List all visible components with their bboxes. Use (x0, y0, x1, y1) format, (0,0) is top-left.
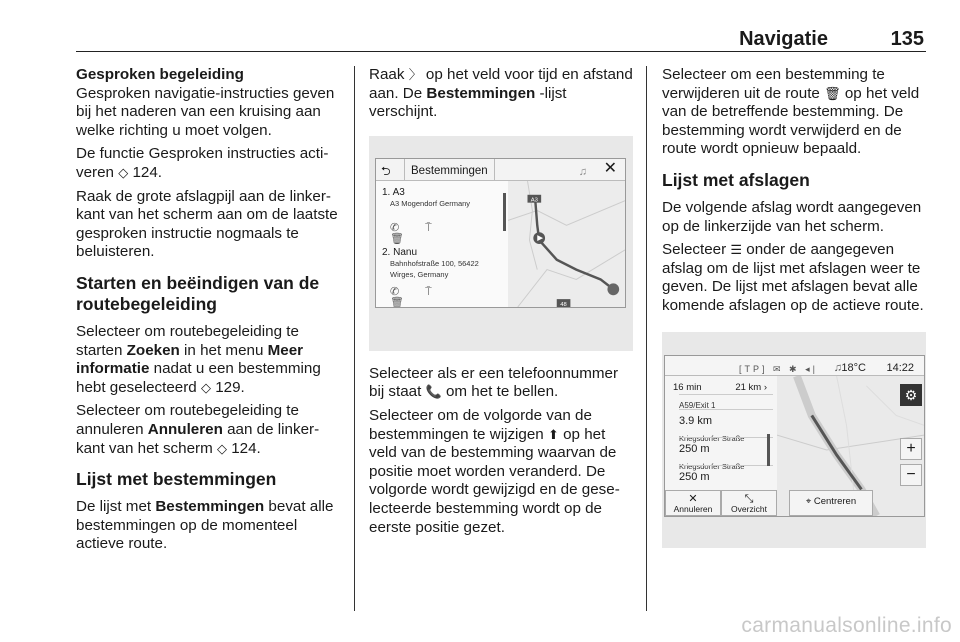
section-heading: Starten en beëindigen van de routebegeleiding (76, 272, 320, 314)
reference-icon: ◇ (216, 440, 227, 456)
scrollbar[interactable] (767, 434, 770, 466)
paragraph: Selecteer als er een telefoonnummer bij staat 📞 om het te bellen. (369, 364, 619, 401)
paragraph: Selecteer om de volgorde van de bestemmingen te wijzigen ⬆ op het veld van de bestemming waarvan de positie moet worden veranderd. De volgorde wordt gewijzigd en de geselecteerde bestemming wordt op de eerste positie gezet. (369, 406, 620, 536)
phone-icon: 📞 (425, 384, 442, 400)
paragraph: De functie Gesproken instructies activeren ◇ 124. (76, 145, 329, 181)
phone-icon[interactable]: ✆ (390, 221, 400, 234)
overview-icon: ⤡ (744, 492, 754, 505)
list-item[interactable]: A59/Exit 1 (679, 394, 773, 416)
list-item[interactable]: 1. A3 A3 Mogendorf Germany (382, 186, 471, 208)
turn-list-screen (664, 355, 925, 517)
clock: 14:22 (886, 361, 914, 374)
paragraph: Selecteer om een bestemming te verwijderen uit de route 🗑 op het veld van de betreffende bestemming. De bestemming wordt verwijderd en de route wordt opnieuw bepaald. (662, 66, 920, 158)
reorder-icon[interactable]: ⍑ (425, 285, 432, 298)
page-header (76, 26, 926, 52)
paragraph: De lijst met Bestemmingen bevat alle bestemmingen op de momenteel actieve route. (76, 498, 334, 553)
column-1 (76, 66, 342, 559)
road-badge: A3 (530, 197, 538, 204)
screen-title: Bestemmingen (404, 159, 495, 181)
music-icon[interactable]: ♫ (833, 361, 842, 374)
paragraph: Raak de grote afslagpijl aan de linkerkant van het scherm aan om de laatste gesproken instructie nogmaals te beluisteren. (76, 187, 338, 261)
section-heading: Lijst met afslagen (662, 169, 810, 190)
column-divider (354, 66, 355, 611)
page-title: Navigatie (739, 28, 828, 50)
road-badge: 48 (560, 301, 567, 307)
turn-list-screenshot (662, 332, 926, 548)
paragraph: Selecteer om routebegeleiding te starten Zoeken in het menu Meer informatie nadat u een bestemming hebt geselecteerd ◇ 129. (76, 322, 321, 396)
close-icon: ✕ (688, 492, 698, 505)
map-graphic (508, 181, 625, 307)
reorder-icon: ⬆ (547, 426, 559, 442)
center-button[interactable]: ⌖ Centreren (789, 490, 873, 516)
phone-icon[interactable]: ✆ (390, 285, 400, 298)
music-icon[interactable]: ♫ (578, 165, 587, 178)
reference-icon: ◇ (200, 379, 211, 395)
page-number: 135 (890, 28, 924, 50)
list-icon: ☰ (730, 242, 743, 258)
paragraph: Raak 〉 op het veld voor tijd en afstand aan. De Bestemmingen -lijst verschijnt. (369, 66, 633, 121)
cancel-button[interactable]: ✕ Annuleren (665, 490, 721, 516)
chevron-right-icon: › (763, 381, 767, 393)
turn-list (665, 376, 777, 492)
trash-icon[interactable]: 🗑 (390, 232, 404, 245)
zoom-in-button[interactable]: + (900, 438, 922, 460)
back-icon[interactable]: ⮌ (381, 163, 391, 178)
watermark: carmanualsonline.info (741, 614, 952, 637)
list-item[interactable]: 2. Nanu Bahnhofstraße 100, 56422 Wirges, Germany (382, 246, 479, 279)
column-2 (369, 66, 633, 542)
status-bar (665, 356, 924, 376)
status-icons: [TP] ✉ ✱ ◂| (739, 363, 818, 374)
column-3 (662, 66, 928, 548)
scrollbar[interactable] (503, 193, 506, 231)
overview-button[interactable]: ⤡ Overzicht (721, 490, 777, 516)
paragraph: Selecteer ☰ onder de aangegeven afslag om de lijst met afslagen weer te geven. De lijst met afslagen bevat alle komende afslagen op de actieve route. (662, 241, 924, 314)
destination-list (376, 181, 500, 308)
zoom-out-button[interactable]: − (900, 464, 922, 486)
reference-icon: ◇ (118, 164, 129, 180)
crosshair-icon: ⌖ (805, 495, 812, 507)
settings-icon[interactable]: ⚙ (900, 384, 922, 406)
paragraph: Selecteer om routebegeleiding te annuleren Annuleren aan de linkerkant van het scherm ◇ 124. (76, 402, 320, 457)
subheading-spoken-guidance: Gesproken begeleiding (76, 66, 244, 83)
destinations-screen (375, 158, 626, 308)
destination-actions (390, 223, 490, 245)
section-heading: Lijst met bestemmingen (76, 469, 277, 490)
close-icon[interactable]: ✕ (603, 159, 617, 177)
paragraph: De volgende afslag wordt aangegeven op de linkerzijde van het scherm. (662, 198, 922, 235)
destination-actions (390, 287, 490, 308)
route-map[interactable] (508, 181, 625, 307)
temperature: 18°C (841, 361, 866, 374)
paragraph: Gesproken navigatie-instructies geven bij het naderen van een kruising aan welke richting u moet volgen. (76, 84, 335, 139)
list-item[interactable]: 250 m Kriegsdorfer Straße (679, 437, 773, 477)
list-item[interactable]: 250 m (679, 465, 773, 487)
destinations-screenshot (369, 136, 633, 351)
time-distance-field[interactable]: 16 min 21 km › (673, 381, 767, 393)
trash-icon: 🗑 (824, 85, 841, 101)
screen-titlebar (376, 159, 625, 181)
reorder-icon[interactable]: ⍑ (425, 221, 432, 234)
trash-icon[interactable]: 🗑 (390, 296, 404, 308)
chevron-right-icon: 〉 (408, 67, 422, 82)
action-bar (665, 490, 924, 516)
column-divider (646, 66, 647, 611)
list-item[interactable]: 3.9 km Kriegsdorfer Straße (679, 409, 773, 449)
